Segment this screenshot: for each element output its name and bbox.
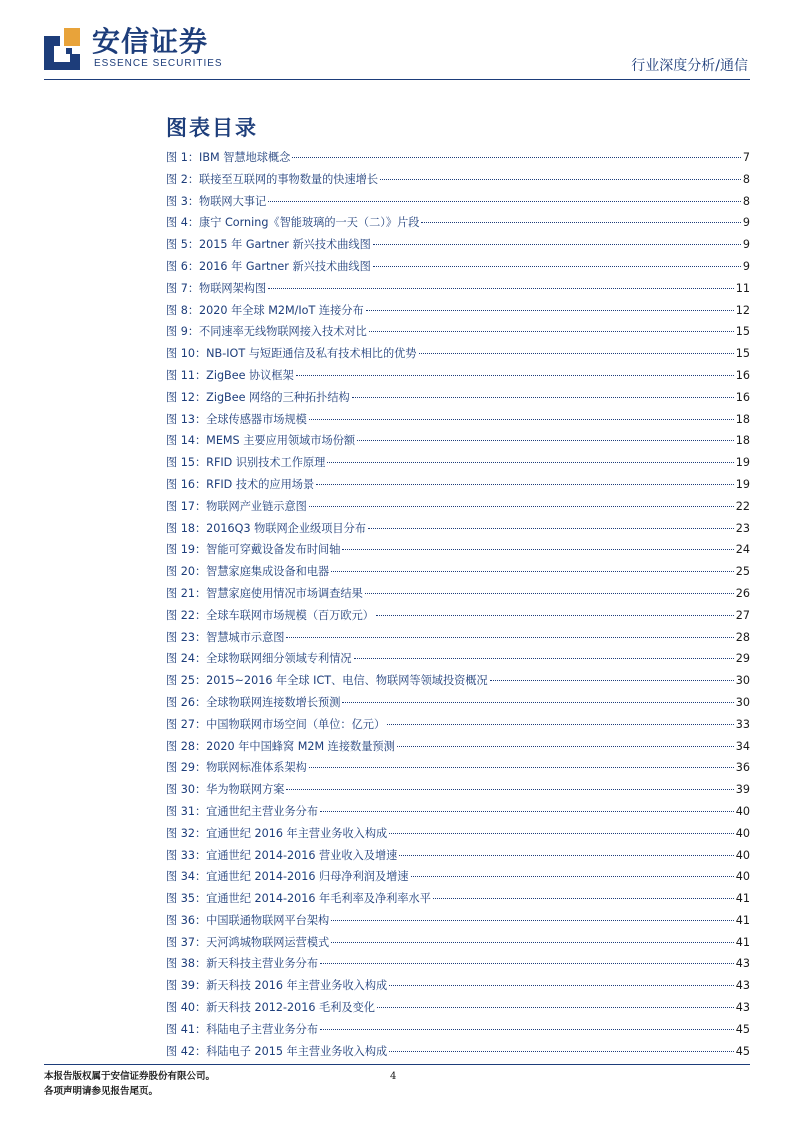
toc-entry[interactable] (166, 278, 750, 300)
brand-name-en: ESSENCE SECURITIES (94, 58, 223, 69)
dot-leader (399, 855, 733, 856)
toc-entry-label[interactable]: 图 13：全球传感器市场规模 (166, 412, 307, 426)
toc-entry-page[interactable]: 18 (735, 434, 750, 448)
toc-entry-page[interactable]: 30 (735, 674, 750, 688)
toc-entry-label[interactable]: 图 31：宜通世纪主营业务分布 (166, 804, 319, 818)
toc-entry[interactable] (166, 561, 750, 583)
toc-entry[interactable] (166, 866, 750, 888)
dot-leader (411, 876, 734, 877)
report-category: 行业深度分析/通信 (631, 58, 748, 74)
toc-entry[interactable] (166, 387, 750, 409)
toc-entry-page[interactable]: 40 (735, 826, 750, 840)
toc-entry-page[interactable]: 8 (742, 172, 750, 186)
toc-entry[interactable] (166, 452, 750, 474)
toc-entry-page[interactable]: 18 (735, 412, 750, 426)
toc-entry[interactable] (166, 605, 750, 627)
toc-entry-label[interactable]: 图 29：物联网标准体系架构 (166, 761, 307, 775)
toc-entry-page[interactable]: 24 (735, 543, 750, 557)
toc-entry-page[interactable]: 34 (735, 739, 750, 753)
toc-entry-page[interactable]: 39 (735, 783, 750, 797)
toc-entry-label[interactable]: 图 27：中国物联网市场空间（单位：亿元） (166, 717, 386, 731)
toc-entry-page[interactable]: 27 (735, 608, 750, 622)
toc-entry[interactable] (166, 670, 750, 692)
toc-entry-label[interactable]: 图 22：全球车联网市场规模（百万欧元） (166, 608, 374, 622)
dot-leader (342, 702, 733, 703)
header-divider (44, 79, 750, 80)
dot-leader (433, 898, 734, 899)
dot-leader (309, 767, 734, 768)
dot-leader (389, 985, 734, 986)
toc-entry-label[interactable]: 图 40：新天科技 2012-2016 毛利及变化 (166, 1001, 375, 1015)
toc-entry-label[interactable]: 图 16：RFID 技术的应用场景 (166, 477, 315, 491)
dot-leader (320, 1029, 734, 1030)
toc-entry-label[interactable]: 图 5：2015 年 Gartner 新兴技术曲线图 (166, 238, 371, 252)
toc-entry-page[interactable]: 28 (735, 630, 750, 644)
toc-entry-label[interactable]: 图 18：2016Q3 物联网企业级项目分布 (166, 521, 366, 535)
dot-leader (389, 833, 734, 834)
dot-leader (292, 157, 741, 158)
toc-entry-page[interactable]: 23 (735, 521, 750, 535)
toc-entry[interactable] (166, 212, 750, 234)
toc-entry-label[interactable]: 图 15：RFID 识别技术工作原理 (166, 456, 326, 470)
toc-entry-label[interactable]: 图 37：天河鸿城物联网运营模式 (166, 935, 330, 949)
toc-entry[interactable] (166, 692, 750, 714)
figure-index-list (166, 147, 750, 1062)
copyright-notice: 本报告版权属于安信证券股份有限公司。 (44, 1071, 216, 1082)
toc-entry-page[interactable]: 9 (742, 216, 750, 230)
toc-entry-label[interactable]: 图 39：新天科技 2016 年主营业务收入构成 (166, 979, 388, 993)
toc-entry-label[interactable]: 图 36：中国联通物联网平台架构 (166, 913, 330, 927)
toc-entry-page[interactable]: 9 (742, 259, 750, 273)
toc-entry-page[interactable]: 8 (742, 194, 750, 208)
dot-leader (368, 528, 734, 529)
dot-leader (373, 244, 741, 245)
toc-entry-label[interactable]: 图 3：物联网大事记 (166, 194, 267, 208)
dot-leader (320, 811, 734, 812)
toc-entry-label[interactable]: 图 24：全球物联网细分领域专利情况 (166, 652, 352, 666)
toc-entry[interactable] (166, 147, 750, 169)
dot-leader (377, 1007, 734, 1008)
toc-entry-page[interactable]: 29 (735, 652, 750, 666)
toc-entry-page[interactable]: 43 (735, 957, 750, 971)
dot-leader (369, 331, 734, 332)
toc-entry-page[interactable]: 19 (735, 456, 750, 470)
dot-leader (286, 637, 733, 638)
toc-entry[interactable] (166, 757, 750, 779)
dot-leader (387, 724, 734, 725)
toc-entry-label[interactable]: 图 6：2016 年 Gartner 新兴技术曲线图 (166, 259, 371, 273)
toc-entry-page[interactable]: 43 (735, 1001, 750, 1015)
toc-entry-label[interactable]: 图 7：物联网架构图 (166, 281, 267, 295)
toc-entry-label[interactable]: 图 12：ZigBee 网络的三种拓扑结构 (166, 390, 350, 404)
toc-entry[interactable] (166, 997, 750, 1019)
dot-leader (490, 680, 734, 681)
toc-entry-label[interactable]: 图 2：联接至互联网的事物数量的快速增长 (166, 172, 379, 186)
toc-entry[interactable] (166, 474, 750, 496)
brand-name-cn: 安信证券 (92, 25, 209, 58)
toc-entry-page[interactable]: 36 (735, 761, 750, 775)
toc-entry[interactable] (166, 953, 750, 975)
toc-entry-label[interactable]: 图 25：2015~2016 年全球 ICT、电信、物联网等领域投资概况 (166, 674, 488, 688)
dot-leader (376, 615, 734, 616)
dot-leader (352, 397, 734, 398)
toc-entry[interactable] (166, 234, 750, 256)
dot-leader (331, 920, 734, 921)
toc-entry-page[interactable]: 22 (735, 499, 750, 513)
dot-leader (309, 506, 734, 507)
toc-entry-page[interactable]: 40 (735, 804, 750, 818)
toc-entry[interactable] (166, 714, 750, 736)
toc-entry-page[interactable]: 33 (735, 717, 750, 731)
dot-leader (296, 375, 734, 376)
toc-entry-label[interactable]: 图 8：2020 年全球 M2M/IoT 连接分布 (166, 303, 364, 317)
toc-entry-page[interactable]: 19 (735, 477, 750, 491)
toc-entry-label[interactable]: 图 26：全球物联网连接数增长预测 (166, 695, 341, 709)
toc-entry[interactable] (166, 583, 750, 605)
toc-entry-label[interactable]: 图 11：ZigBee 协议框架 (166, 368, 294, 382)
toc-entry-label[interactable]: 图 9：不同速率无线物联网接入技术对比 (166, 325, 367, 339)
toc-entry[interactable] (166, 910, 750, 932)
toc-entry-page[interactable]: 30 (735, 695, 750, 709)
toc-entry-label[interactable]: 图 30：华为物联网方案 (166, 783, 285, 797)
toc-entry-page[interactable]: 7 (742, 151, 750, 164)
toc-entry[interactable] (166, 518, 750, 540)
toc-entry-page[interactable]: 45 (735, 1044, 750, 1058)
toc-entry-label[interactable]: 图 33：宜通世纪 2014-2016 营业收入及增速 (166, 848, 398, 862)
toc-entry[interactable] (166, 300, 750, 322)
toc-entry-page[interactable]: 41 (735, 892, 750, 906)
toc-entry[interactable] (166, 539, 750, 561)
dot-leader (268, 201, 741, 202)
toc-entry[interactable] (166, 256, 750, 278)
toc-entry[interactable] (166, 648, 750, 670)
toc-entry-label[interactable]: 图 17：物联网产业链示意图 (166, 499, 307, 513)
toc-entry-label[interactable]: 图 41：科陆电子主营业务分布 (166, 1022, 319, 1036)
toc-entry[interactable] (166, 1041, 750, 1063)
toc-entry-page[interactable]: 45 (735, 1022, 750, 1036)
toc-entry[interactable] (166, 409, 750, 431)
dot-leader (268, 288, 734, 289)
dot-leader (309, 419, 734, 420)
toc-entry-label[interactable]: 图 21：智慧家庭使用情况市场调查结果 (166, 586, 363, 600)
toc-entry[interactable] (166, 496, 750, 518)
toc-title: 图表目录 (166, 115, 258, 140)
toc-entry-label[interactable]: 图 10：NB-IOT 与短距通信及私有技术相比的优势 (166, 347, 417, 361)
toc-entry-label[interactable]: 图 38：新天科技主营业务分布 (166, 957, 319, 971)
dot-leader (397, 746, 734, 747)
toc-entry[interactable] (166, 736, 750, 758)
toc-entry[interactable] (166, 321, 750, 343)
dot-leader (331, 942, 734, 943)
dot-leader (419, 353, 734, 354)
toc-entry-page[interactable]: 16 (735, 368, 750, 382)
dot-leader (342, 549, 733, 550)
dot-leader (421, 222, 740, 223)
toc-entry[interactable] (166, 975, 750, 997)
toc-entry-label[interactable]: 图 1：IBM 智慧地球概念 (166, 151, 291, 164)
toc-entry[interactable] (166, 627, 750, 649)
toc-entry-page[interactable]: 40 (735, 870, 750, 884)
footer-divider (44, 1064, 750, 1065)
toc-entry-page[interactable]: 40 (735, 848, 750, 862)
toc-entry-label[interactable]: 图 34：宜通世纪 2014-2016 归母净利润及增速 (166, 870, 409, 884)
toc-entry-label[interactable]: 图 28：2020 年中国蜂窝 M2M 连接数量预测 (166, 739, 395, 753)
toc-entry-page[interactable]: 41 (735, 935, 750, 949)
dot-leader (365, 593, 734, 594)
toc-entry-label[interactable]: 图 19：智能可穿戴设备发布时间轴 (166, 543, 341, 557)
toc-entry-label[interactable]: 图 32：宜通世纪 2016 年主营业务收入构成 (166, 826, 388, 840)
dot-leader (373, 266, 741, 267)
toc-entry-label[interactable]: 图 23：智慧城市示意图 (166, 630, 285, 644)
toc-entry-page[interactable]: 9 (742, 238, 750, 252)
toc-entry[interactable] (166, 779, 750, 801)
toc-entry[interactable] (166, 1019, 750, 1041)
dot-leader (316, 484, 734, 485)
toc-entry-label[interactable]: 图 14：MEMS 主要应用领域市场份额 (166, 434, 356, 448)
toc-entry-page[interactable]: 43 (735, 979, 750, 993)
toc-entry[interactable] (166, 169, 750, 191)
toc-entry-label[interactable]: 图 4：康宁 Corning《智能玻璃的一天（二）》片段 (166, 216, 420, 230)
toc-entry-page[interactable]: 11 (735, 281, 750, 295)
toc-entry[interactable] (166, 888, 750, 910)
dot-leader (380, 179, 741, 180)
dot-leader (320, 963, 734, 964)
dot-leader (286, 789, 733, 790)
toc-entry[interactable] (166, 343, 750, 365)
toc-entry-page[interactable]: 12 (735, 303, 750, 317)
toc-entry-page[interactable]: 26 (735, 586, 750, 600)
dot-leader (389, 1051, 734, 1052)
toc-entry[interactable] (166, 191, 750, 213)
toc-entry-page[interactable]: 41 (735, 913, 750, 927)
toc-entry-page[interactable]: 15 (735, 347, 750, 361)
toc-entry-page[interactable]: 25 (735, 565, 750, 579)
toc-entry[interactable] (166, 430, 750, 452)
toc-entry[interactable] (166, 845, 750, 867)
dot-leader (366, 310, 734, 311)
dot-leader (331, 571, 734, 572)
toc-entry-page[interactable]: 15 (735, 325, 750, 339)
dot-leader (357, 440, 734, 441)
toc-entry-label[interactable]: 图 20：智慧家庭集成设备和电器 (166, 565, 330, 579)
essence-logo-icon (44, 28, 80, 70)
toc-entry[interactable] (166, 932, 750, 954)
toc-entry[interactable] (166, 801, 750, 823)
toc-entry-page[interactable]: 16 (735, 390, 750, 404)
toc-entry-label[interactable]: 图 42：科陆电子 2015 年主营业务收入构成 (166, 1044, 388, 1058)
disclaimer-notice: 各项声明请参见报告尾页。 (44, 1086, 159, 1097)
dot-leader (327, 462, 733, 463)
page-number: 4 (390, 1071, 397, 1082)
toc-entry[interactable] (166, 365, 750, 387)
dot-leader (354, 658, 734, 659)
toc-entry[interactable] (166, 823, 750, 845)
toc-entry-label[interactable]: 图 35：宜通世纪 2014-2016 年毛利率及净利率水平 (166, 892, 431, 906)
